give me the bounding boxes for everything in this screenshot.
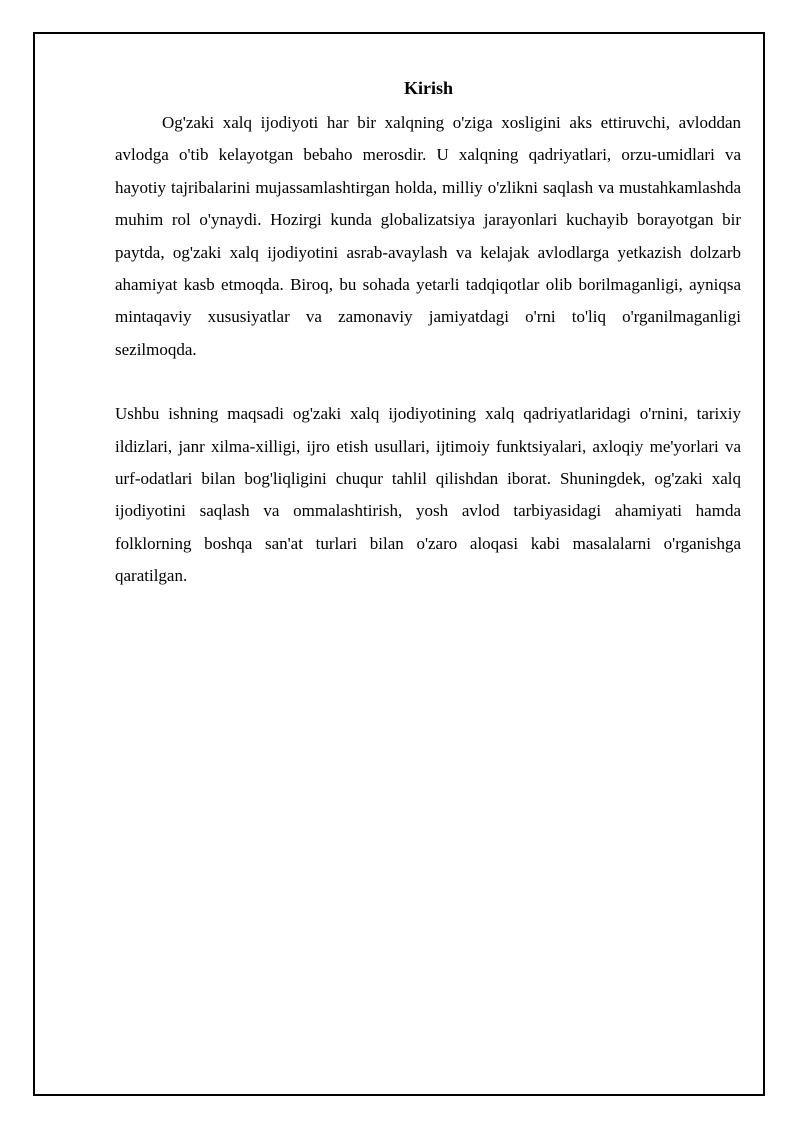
- paragraph-intro: Og'zaki xalq ijodiyoti har bir xalqning o'ziga xosligini aks ettiruvchi, avloddan avlodga o'tib kelayotgan bebaho merosdir. U xalqning qadriyatlari, orzu-umidlari va hayotiy tajribalarini mujassamlashtirgan holda, milliy o'zlikni saqlash va mustahkamlashda muhim rol o'ynaydi. Hozirgi kunda globalizatsiya jarayonlari kuchayib borayotgan bir paytda, og'zaki xalq ijodiyotini asrab-avaylash va kelajak avlodlarga yetkazish dolzarb ahamiyat kasb etmoqda. Biroq, bu sohada yetarli tadqiqotlar olib borilmaganligi, ayniqsa mintaqaviy xususiyatlar va zamonaviy jamiyatdagi o'rni to'liq o'rganilmaganligi sezilmoqda.: [115, 113, 741, 359]
- paragraph-spacer: [115, 366, 741, 398]
- paragraph-purpose: Ushbu ishning maqsadi og'zaki xalq ijodiyotining xalq qadriyatlaridagi o'rnini, tarixiy ildizlari, janr xilma-xilligi, ijro etish usullari, ijtimoiy funktsiyalari, axloqiy me'yorlari va urf-odatlari bilan bog'liqligini chuqur tahlil qilishdan iborat. Shuningdek, og'zaki xalq ijodiyotini saqlash va ommalashtirish, yosh avlod tarbiyasidagi ahamiyati hamda folklorning boshqa san'at turlari bilan o'zaro aloqasi kabi masalalarni o'rganishga qaratilgan.: [115, 404, 741, 586]
- section-title: Kirish: [403, 78, 453, 98]
- document-body: [115, 107, 741, 593]
